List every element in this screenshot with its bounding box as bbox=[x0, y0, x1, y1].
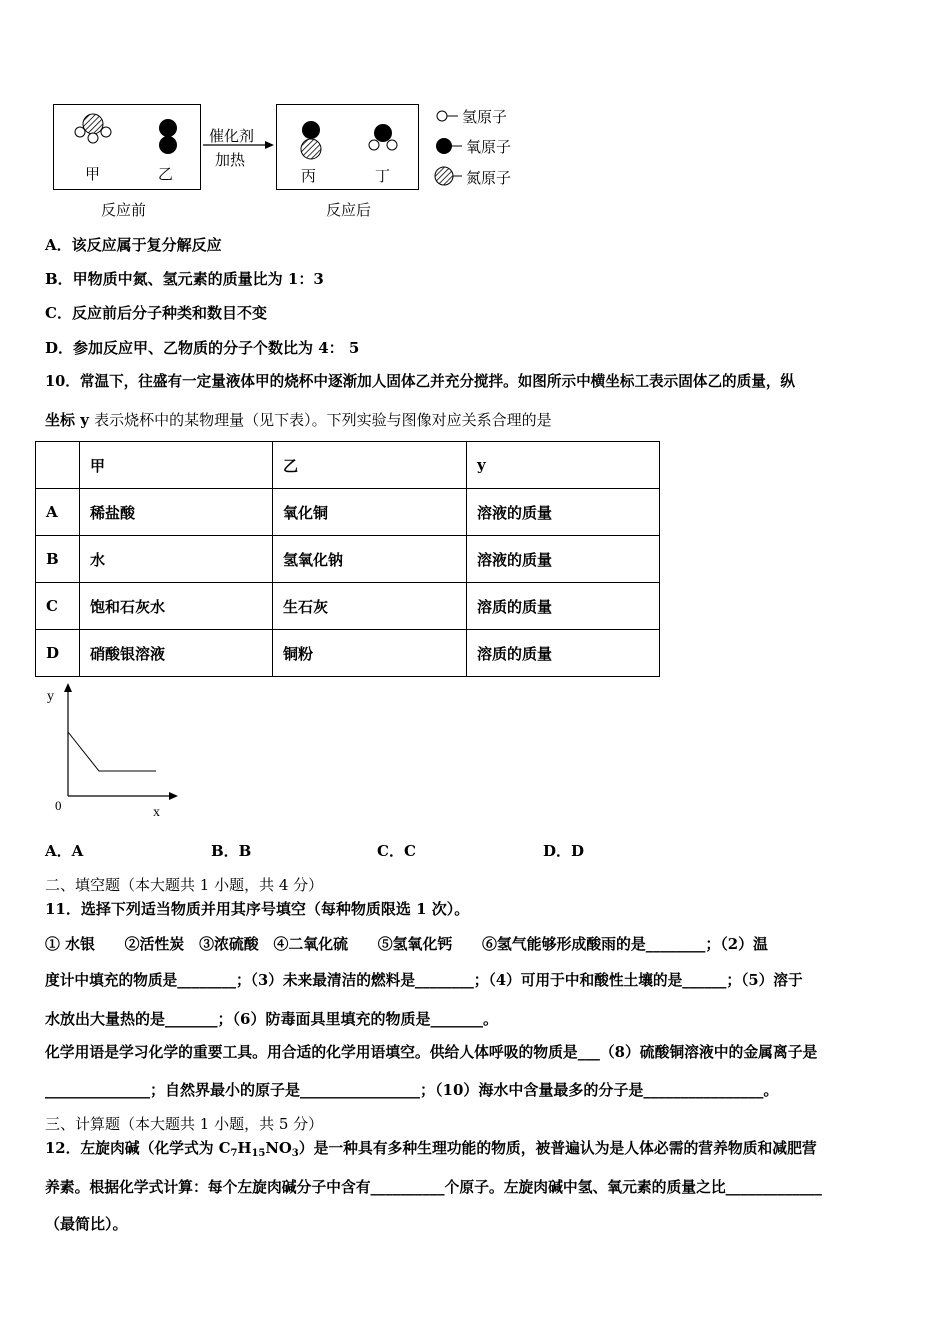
table-cell: 饱和石灰水 bbox=[80, 583, 273, 630]
no-molecule bbox=[301, 121, 321, 159]
table-cell: A bbox=[36, 489, 80, 536]
q10-graph bbox=[35, 680, 195, 825]
q12-sub-o: 3 bbox=[291, 1148, 299, 1159]
table-cell: B bbox=[36, 536, 80, 583]
section3-heading: 三、计算题（本大题共 1 小题，共 5 分） bbox=[45, 1115, 324, 1133]
x-axis-arrow bbox=[169, 792, 178, 800]
label-jia: 甲 bbox=[85, 165, 101, 183]
x-axis-label: x bbox=[153, 805, 160, 820]
q10-stem-bold: 坐标 y bbox=[45, 411, 95, 429]
table-row bbox=[36, 489, 660, 536]
table-cell: 溶液的质量 bbox=[467, 536, 660, 583]
table-header-cell: y bbox=[467, 442, 660, 489]
table-header-cell: 甲 bbox=[80, 442, 273, 489]
caption-before: 反应前 bbox=[101, 201, 147, 219]
table-cell: 硝酸银溶液 bbox=[80, 630, 273, 677]
o2-molecule bbox=[159, 119, 177, 154]
q10-option-b: B．B bbox=[211, 842, 252, 860]
q9-option-a: A．该反应属于复分解反应 bbox=[45, 236, 222, 254]
q9-option-b: B．甲物质中氮、氢元素的质量比为 1：3 bbox=[45, 270, 324, 288]
legend-symbols bbox=[435, 111, 462, 185]
y-axis-arrow bbox=[64, 683, 72, 692]
q12-line3: （最简比）。 bbox=[45, 1215, 128, 1233]
table-cell: 生石灰 bbox=[273, 583, 467, 630]
q12-sub-h: 15 bbox=[251, 1148, 266, 1159]
q10-option-a: A．A bbox=[45, 842, 84, 860]
section2-heading: 二、填空题（本大题共 1 小题，共 4 分） bbox=[45, 876, 324, 894]
condition-catalyst: 催化剂 bbox=[209, 127, 255, 145]
q10-stem-line1: 10．常温下，往盛有一定量液体甲的烧杯中逐渐加人固体乙并充分搅拌。如图所示中横坐标工表示固体乙的质量，纵 bbox=[45, 373, 796, 390]
h2o-molecule bbox=[369, 124, 397, 150]
q12-text-c: NO bbox=[265, 1140, 292, 1157]
q11-line2: ① 水银 ②活性炭 ③浓硫酸 ④二氧化硫 ⑤氢氧化钙 ⑥氢气能够形成酸雨的是________；（2）温 bbox=[45, 935, 768, 953]
q10-stem-line2 bbox=[45, 410, 552, 430]
nh3-molecule bbox=[75, 114, 111, 143]
table-row bbox=[36, 583, 660, 630]
legend-hydrogen: 氢原子 bbox=[462, 108, 508, 126]
q10-table bbox=[35, 441, 660, 677]
q11-line4: 水放出大量热的是_______；（6）防毒面具里填充的物质是_______。 bbox=[45, 1010, 498, 1028]
table-cell: 铜粉 bbox=[273, 630, 467, 677]
table-cell: 溶液的质量 bbox=[467, 489, 660, 536]
q11-line3: 度计中填充的物质是________；（3）未来最清洁的燃料是________；（4）可用于中和酸性土壤的是______；（5）溶于 bbox=[45, 972, 803, 989]
q9-option-c: C．反应前后分子种类和数目不变 bbox=[45, 304, 267, 322]
q11-line1: 11．选择下列适当物质并用其序号填空（每种物质限选 1 次）。 bbox=[45, 900, 470, 918]
legend-nitrogen: 氮原子 bbox=[466, 169, 512, 187]
q11-line5: 化学用语是学习化学的重要工具。用合适的化学用语填空。供给人体呼吸的物质是___（8）硫酸铜溶液中的金属离子是 bbox=[45, 1044, 818, 1061]
table-cell: C bbox=[36, 583, 80, 630]
table-row bbox=[36, 536, 660, 583]
q9-option-d: D．参加反应甲、乙物质的分子个数比为 4： 5 bbox=[45, 339, 360, 357]
table-cell: 溶质的质量 bbox=[467, 630, 660, 677]
table-header-cell: 乙 bbox=[273, 442, 467, 489]
table-header-cell bbox=[36, 442, 80, 489]
q12-text-a: 12．左旋肉碱（化学式为 C bbox=[45, 1140, 231, 1157]
table-cell: 氧化铜 bbox=[273, 489, 467, 536]
origin-label: 0 bbox=[55, 798, 62, 813]
table-cell: 溶质的质量 bbox=[467, 583, 660, 630]
q12-text-b: H bbox=[237, 1140, 252, 1157]
table-cell: 水 bbox=[80, 536, 273, 583]
y-axis-label: y bbox=[47, 689, 54, 704]
q12-text-d: ）是一种具有多种生理功能的物质，被普遍认为是人体必需的营养物质和减肥营 bbox=[298, 1140, 817, 1157]
table-header-row bbox=[36, 442, 660, 489]
condition-heat: 加热 bbox=[215, 151, 246, 169]
table-row bbox=[36, 630, 660, 677]
q12-line2: 养素。根据化学式计算：每个左旋肉碱分子中含有__________个原子。左旋肉碱中氢、氧元素的质量之比_____________ bbox=[45, 1179, 822, 1196]
q11-line6: ______________；自然界最小的原子是________________；（10）海水中含量最多的分子是________________。 bbox=[45, 1081, 779, 1099]
q12-sub-c: 7 bbox=[230, 1148, 238, 1159]
caption-after: 反应后 bbox=[326, 201, 372, 219]
label-yi: 乙 bbox=[158, 165, 174, 183]
q10-option-c: C．C bbox=[377, 842, 416, 860]
legend-oxygen: 氧原子 bbox=[466, 138, 512, 156]
label-bing: 丙 bbox=[301, 167, 317, 185]
q10-option-d: D．D bbox=[543, 842, 585, 860]
table-cell: D bbox=[36, 630, 80, 677]
table-cell: 稀盐酸 bbox=[80, 489, 273, 536]
q12-line1 bbox=[45, 1139, 817, 1164]
table-cell: 氢氧化钠 bbox=[273, 536, 467, 583]
label-ding: 丁 bbox=[375, 167, 391, 185]
graph-curve bbox=[68, 732, 156, 771]
q10-stem-rest: 表示烧杯中的某物理量（见下表）。下列实验与图像对应关系合理的是 bbox=[94, 411, 552, 429]
